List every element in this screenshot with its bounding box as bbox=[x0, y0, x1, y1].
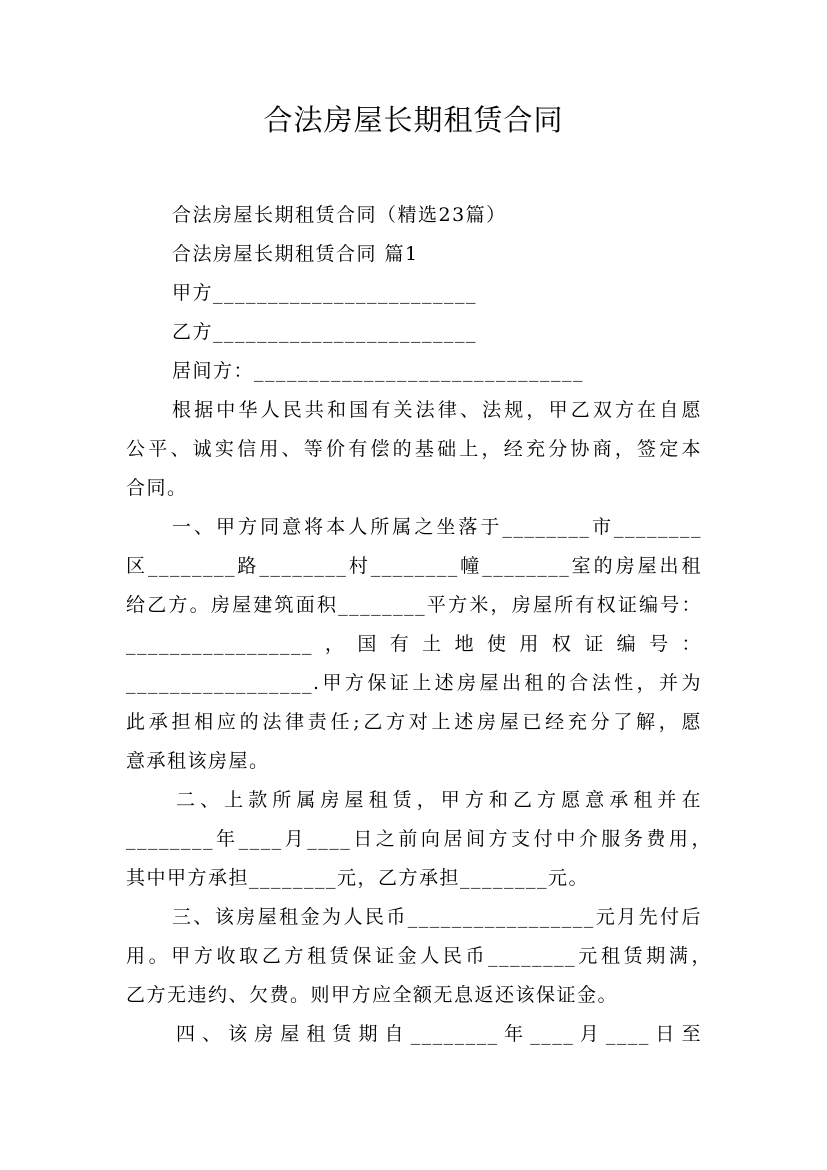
party-a-line: 甲方________________________ bbox=[172, 282, 478, 304]
preamble-line-3: 合同。 bbox=[126, 477, 188, 499]
clause-1-line-1: 一、甲方同意将本人所属之坐落于________市________ bbox=[172, 516, 702, 538]
clause-2-line-2: ________年____月____日之前向居间方支付中介服务费用， bbox=[126, 828, 712, 850]
clause-1-line-7: 意承租该房屋。 bbox=[126, 750, 270, 772]
clause-3-line-2: 用。甲方收取乙方租赁保证金人民币________元租赁期满， bbox=[126, 945, 712, 967]
clause-3-line-1: 三、该房屋租金为人民币_________________元月先付后 bbox=[172, 906, 702, 928]
clause-3-line-3: 乙方无违约、欠费。则甲方应全额无息返还该保证金。 bbox=[126, 984, 619, 1006]
intermediary-line: 居间方：______________________________ bbox=[172, 360, 585, 382]
subtitle-line: 合法房屋长期租赁合同（精选23篇） bbox=[172, 204, 507, 226]
clause-2-line-3: 其中甲方承担________元，乙方承担________元。 bbox=[126, 867, 590, 889]
clause-1-line-4: _________________，国有土地使用权证编号： bbox=[126, 633, 702, 655]
clause-1-line-3: 给乙方。房屋建筑面积________平方米，房屋所有权证编号： bbox=[126, 594, 702, 616]
clause-2-line-1: 二、上款所属房屋租赁，甲方和乙方愿意承租并在 bbox=[176, 789, 702, 811]
clause-4-line-1: 四、该房屋租赁期自________年____月____日至 bbox=[176, 1023, 702, 1045]
section-heading: 合法房屋长期租赁合同 篇1 bbox=[172, 243, 419, 265]
clause-1-line-2: 区________路________村________幢________室的房屋出租 bbox=[126, 555, 702, 577]
preamble-line-2: 公平、诚实信用、等价有偿的基础上，经充分协商，签定本 bbox=[126, 438, 702, 460]
document-title: 合法房屋长期租赁合同 bbox=[263, 103, 564, 137]
clause-1-line-5: _________________.甲方保证上述房屋出租的合法性，并为 bbox=[126, 672, 702, 694]
clause-1-line-6: 此承担相应的法律责任;乙方对上述房屋已经充分了解，愿 bbox=[126, 711, 702, 733]
party-b-line: 乙方________________________ bbox=[172, 321, 478, 343]
preamble-line-1: 根据中华人民共和国有关法律、法规，甲乙双方在自愿 bbox=[172, 399, 702, 421]
